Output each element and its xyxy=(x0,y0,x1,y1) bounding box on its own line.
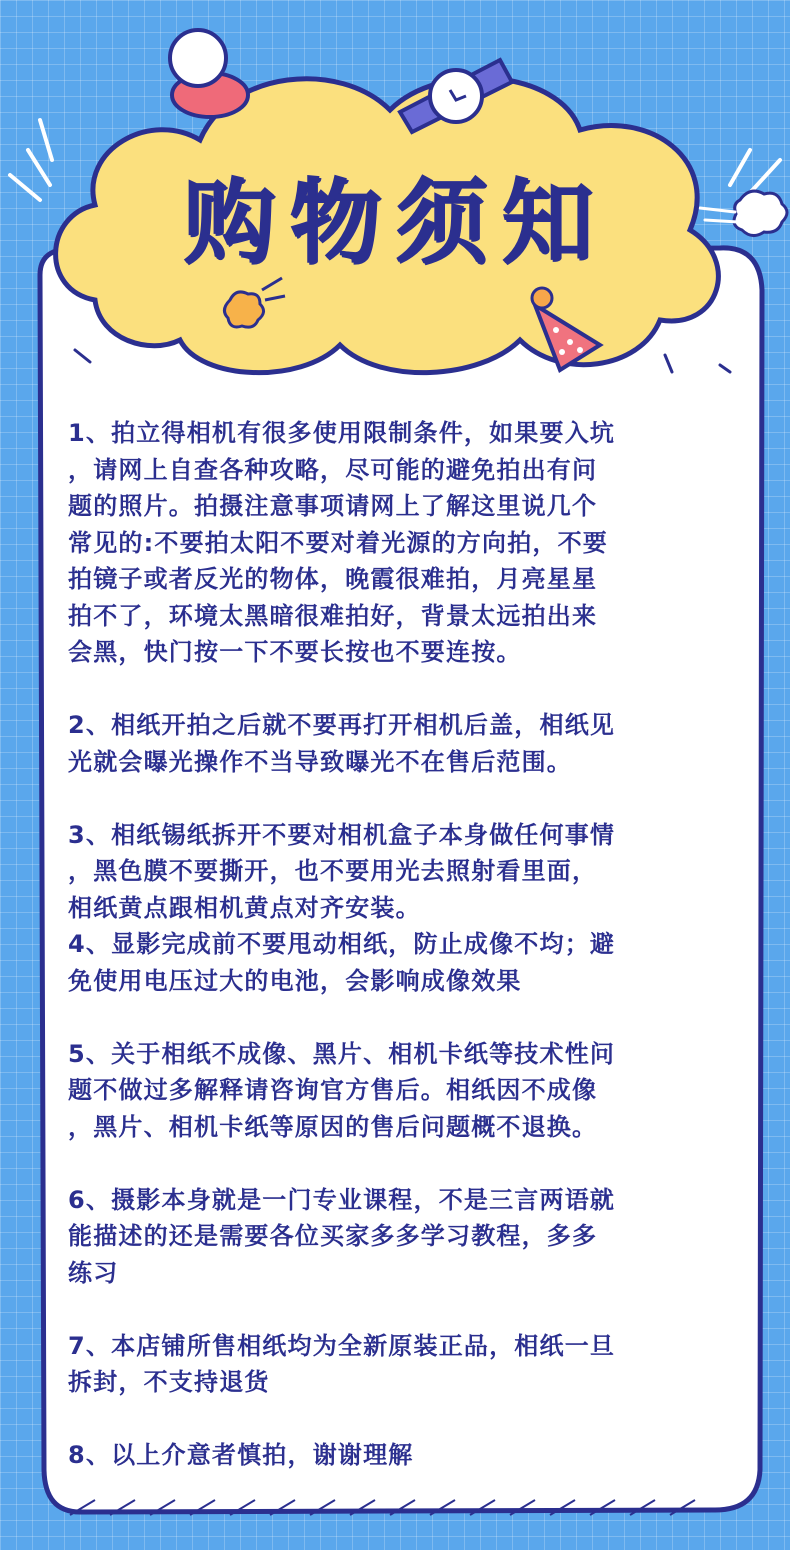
sparkle-lines-right xyxy=(730,150,780,195)
note-6: 6、摄影本身就是一门专业课程，不是三言两语就 能描述的还是需要各位买家多多学习教程，多多 练习 xyxy=(68,1185,616,1287)
note-5: 5、关于相纸不成像、黑片、相机卡纸等技术性问 题不做过多解释请咨询官方售后。相纸因不成像 ，黑片、相机卡纸等原因的售后问题概不退换。 xyxy=(68,1039,616,1141)
puff-icon xyxy=(700,191,787,235)
note-1: 1、拍立得相机有很多使用限制条件，如果要入坑 ，请网上自查各种攻略，尽可能的避免拍出有问 题的照片。拍摄注意事项请网上了解这里说几个 常见的:不要拍太阳不要对着光源的方向拍，不要 拍镜子或者反光的物体，晚霞很难拍，月亮星星 拍不了，环境太黑暗很难拍好，背景太远拍出来 会黑，快门按一下不要长按也不要连按。 xyxy=(68,419,616,666)
note-8: 8、以上介意者慎拍，谢谢理解 xyxy=(68,1441,414,1469)
note-2: 2、相纸开拍之后就不要再打开相机后盖，相纸见 光就会曝光操作不当导致曝光不在售后范围。 xyxy=(68,711,616,776)
note-3: 3、相纸锡纸拆开不要对相机盒子本身做任何事情 ，黑色膜不要撕开，也不要用光去照射看里面， 相纸黄点跟相机黄点对齐安装。 xyxy=(68,820,616,922)
note-7: 7、本店铺所售相纸均为全新原装正品，相纸一旦 拆封，不支持退货 xyxy=(68,1331,616,1396)
notes-list xyxy=(68,415,723,1474)
note-4: 4、显影完成前不要甩动相纸，防止成像不均；避 免使用电压过大的电池，会影响成像效果 xyxy=(68,930,616,995)
ball-icon xyxy=(170,30,248,117)
page-title: 购物须知 xyxy=(182,169,607,276)
sparkle-lines-left xyxy=(10,120,52,200)
